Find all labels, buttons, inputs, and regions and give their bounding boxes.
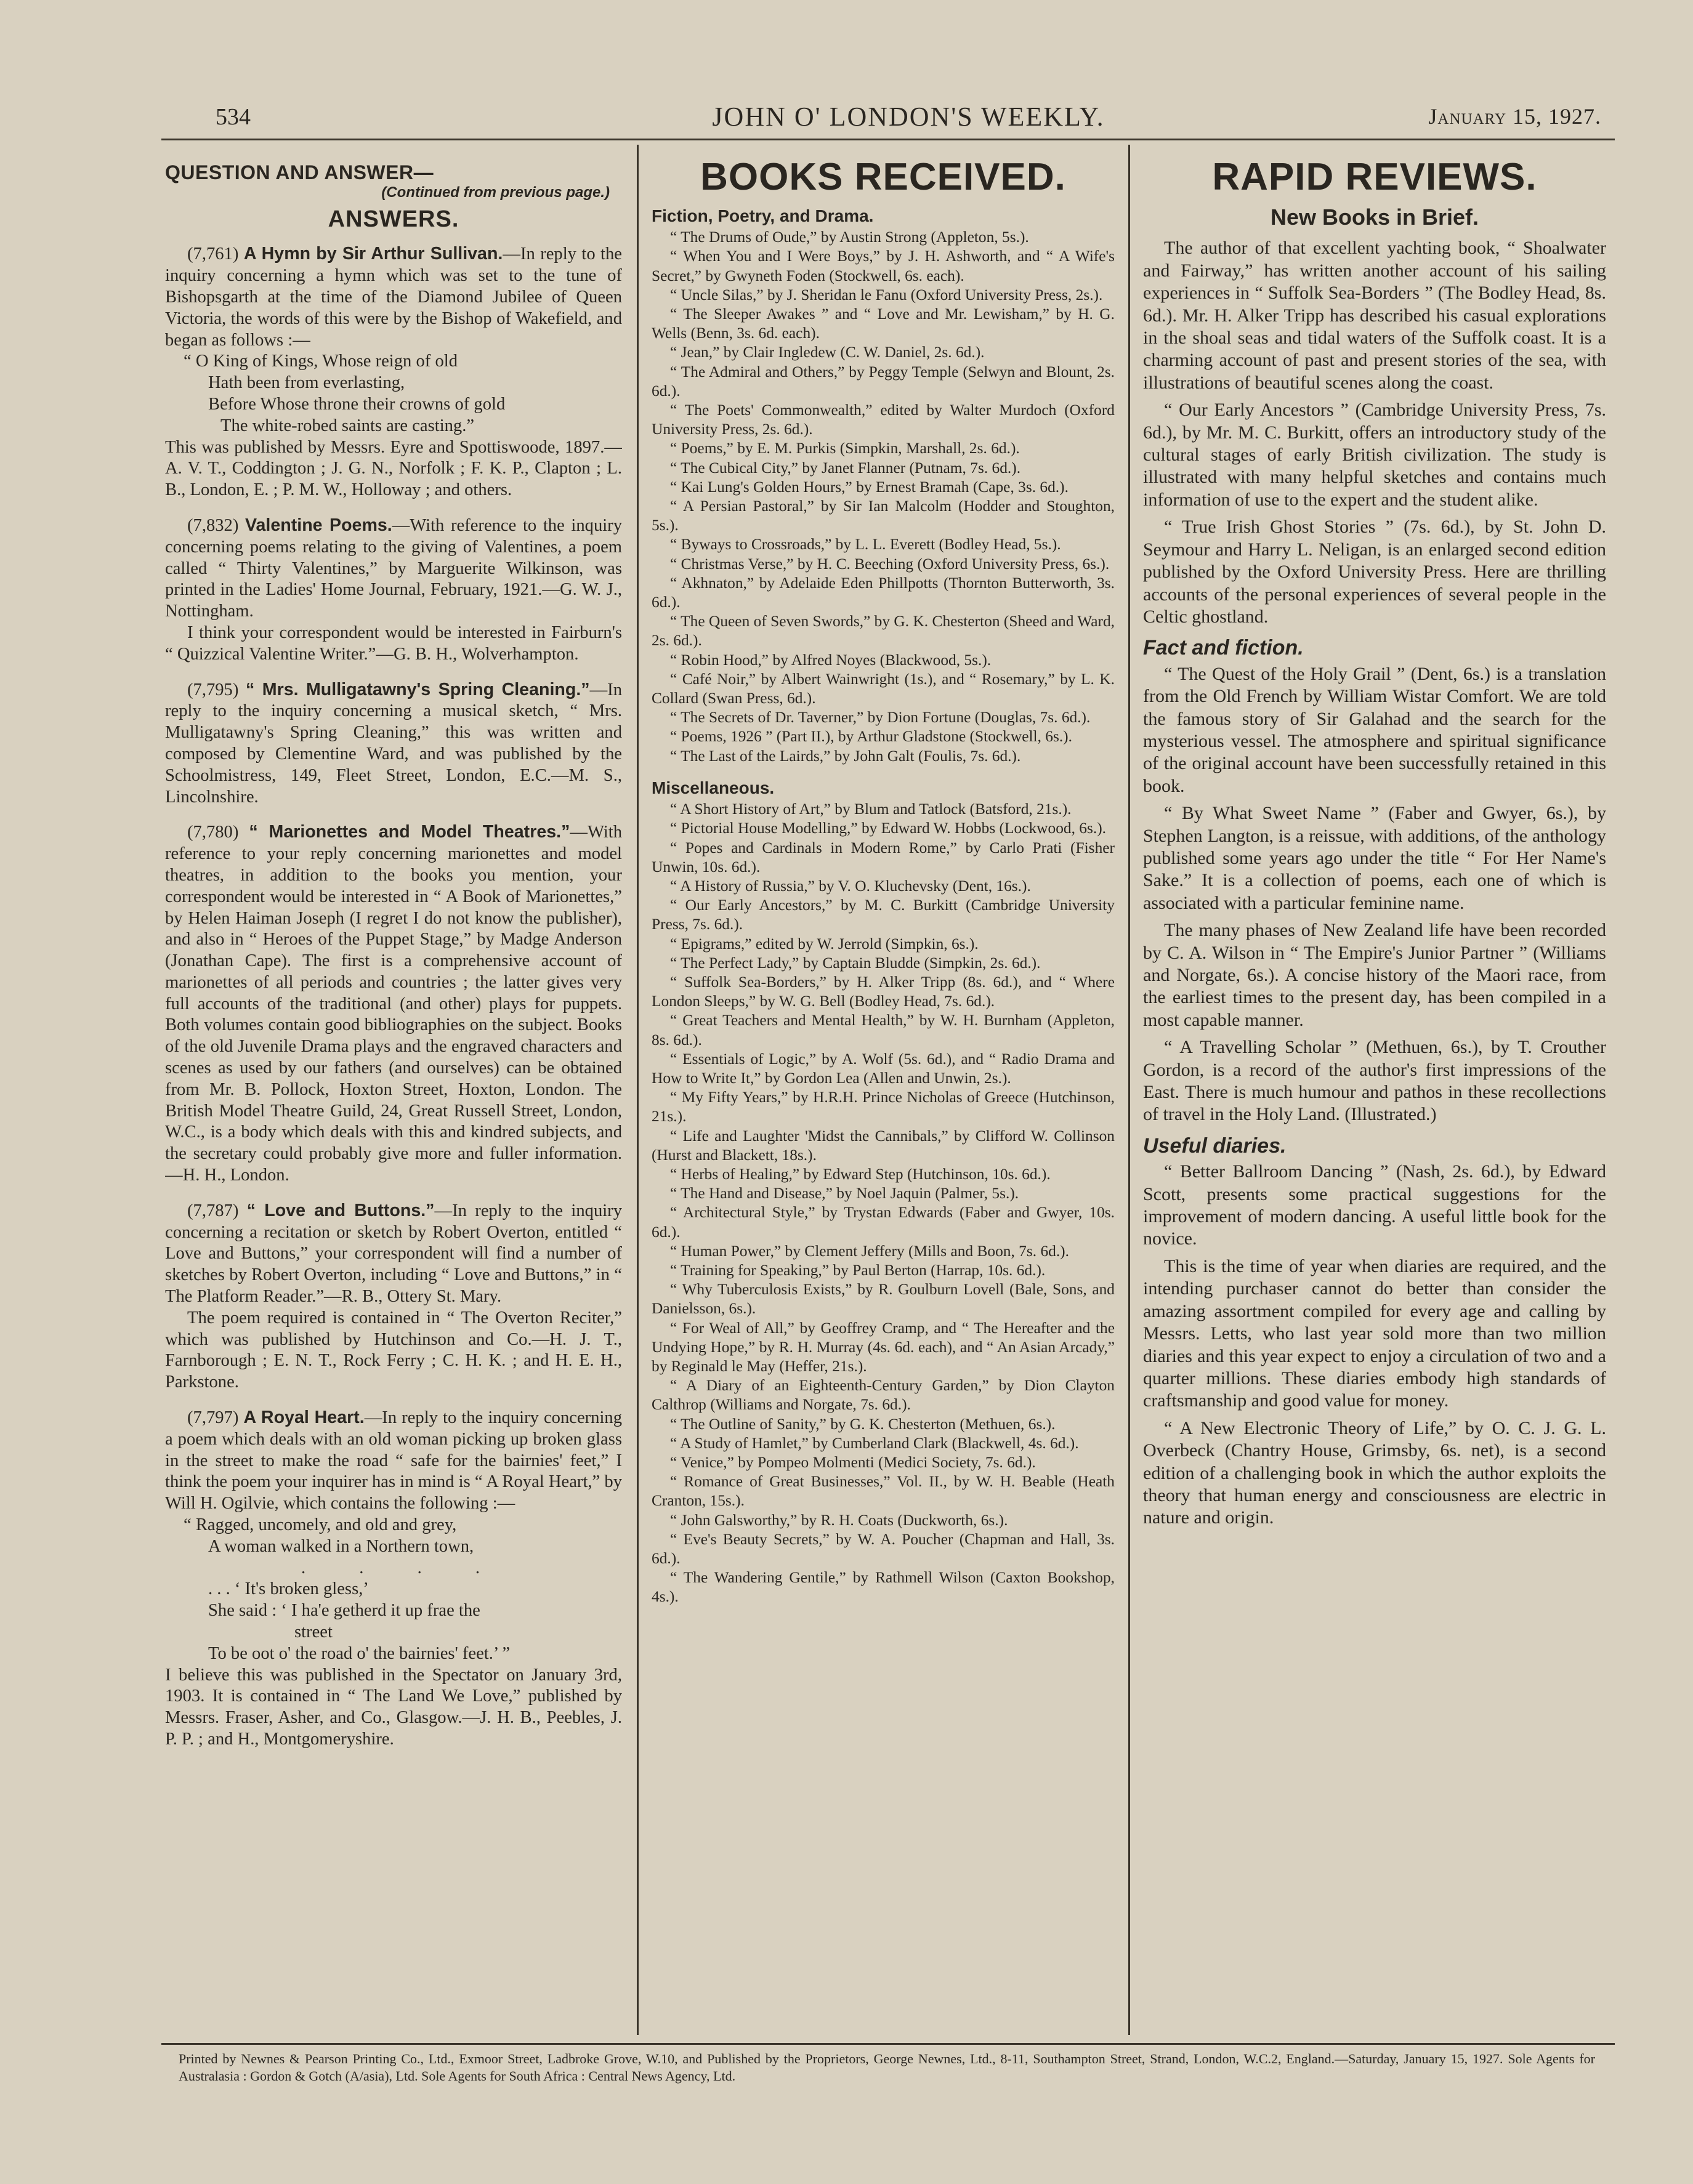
book-entry: “ Robin Hood,” by Alfred Noyes (Blackwood, 5s.). <box>670 651 992 669</box>
book-entry: “ Training for Speaking,” by Paul Berton (Harrap, 10s. 6d.). <box>670 1261 1046 1279</box>
diaries-paragraphs <box>1143 1161 1606 1529</box>
book-entry: “ Eve's Beauty Secrets,” by W. A. Poucher (Chapman and Hall, 3s. 6d.). <box>652 1530 1115 1568</box>
column-divider-1 <box>637 145 639 2035</box>
book-entry: “ Herbs of Healing,” by Edward Step (Hutchinson, 10s. 6d.). <box>670 1165 1051 1183</box>
book-entry: “ The Outline of Sanity,” by G. K. Chesterton (Methuen, 6s.). <box>670 1415 1056 1433</box>
book-entry: “ Byways to Crossroads,” by L. L. Everett (Bodley Head, 5s.). <box>670 536 1061 554</box>
verse-line: She said : ‘ I ha'e getherd it up frae the <box>208 1601 480 1621</box>
book-entry: “ Epigrams,” edited by W. Jerrold (Simpkin, 6s.). <box>670 935 979 953</box>
printer-imprint: Printed by Newnes & Pearson Printing Co., Ltd., Exmoor Street, Ladbroke Grove, W.10, and Published by the Proprietors, George Newnes, Ltd., 8-11, Southampton Street, Strand, London, W.C.2, England.—Saturday, January 15, 1927. Sole Agents for Australasia : Gordon & Gotch (A/asia), Ltd. Sole Agents for South Africa : Central News Agency, Ltd. <box>179 2051 1595 2084</box>
item-text: —In reply to the inquiry concerning a poem which deals with an old woman picking up broken glass in the street to make the road “ safe for the bairnies' feet,” I think the poem your inquirer has in mind is “ A Royal Heart,” by Will H. Ogilvie, which contains the following :— <box>165 1408 622 1513</box>
book-entry: “ Our Early Ancestors,” by M. C. Burkitt (Cambridge University Press, 7s. 6d.). <box>652 897 1115 933</box>
book-entry: “ Popes and Cardinals in Modern Rome,” by Carlo Prati (Fisher Unwin, 10s. 6d.). <box>652 839 1115 876</box>
item-title: “ Love and Buttons.” <box>246 1200 435 1220</box>
item-text: —In reply to the inquiry concerning a recitation or sketch by Robert Overton, entitled “ Love and Buttons,” your correspondent will find a number of sketches by Robert Overton, including “ Love and Buttons,” in “ The Platform Reader.”—R. B., Ottery St. Mary. <box>165 1201 622 1307</box>
book-entry: “ Great Teachers and Mental Health,” by W. H. Burnham (Appleton, 8s. 6d.). <box>652 1012 1115 1049</box>
book-entry: “ The Admiral and Others,” by Peggy Temple (Selwyn and Blount, 2s. 6d.). <box>652 363 1115 400</box>
masthead: JOHN O' LONDON'S WEEKLY. <box>712 102 1105 132</box>
item-number: (7,797) <box>187 1408 239 1428</box>
answer-item <box>165 1407 622 1515</box>
book-entry: “ My Fifty Years,” by H.R.H. Prince Nicholas of Greece (Hutchinson, 21s.). <box>652 1089 1115 1126</box>
misc-heading: Miscellaneous. <box>652 778 775 797</box>
item-text: —In reply to the inquiry concerning a hymn which was set to the tune of Bishopsgarth at the time of the Diamond Jubilee of Queen Victoria, the words of this were by the Bishop of Wakefield, and began as follows :— <box>165 244 622 350</box>
footer-rule <box>161 2043 1615 2045</box>
book-entry: “ The Poets' Commonwealth,” edited by Walter Murdoch (Oxford University Press, 2s. 6d.). <box>652 401 1115 438</box>
issue-date: January 15, 1927. <box>1428 104 1601 129</box>
answer-item <box>165 821 622 1187</box>
item-text: —With reference to your reply concerning marionettes and model theatres, in addition to the books you mention, your correspondent would be interested in “ A Book of Marionettes,” by Helen Haiman Joseph (I regret I do not know the publisher), and also in “ Heroes of the Puppet Stage,” by Madge Anderson (Jonathan Cape). The first is a comprehensive account of marionettes of all periods and countries ; the latter gives very full accounts of the traditional (and other) plays for puppets. Both volumes contain good bibliographies on the subject. Books of the old Juvenile Drama plays and the engraved characters and scenes as used by our fathers (and ourselves) can be obtained from Mr. B. Pollock, Hoxton Street, Hoxton, London. The British Model Theatre Guild, 24, Great Russell Street, London, W.C., is a body which deals with this and kindred subjects, and the secretary could probably give more and fuller information.—H. H., London. <box>165 823 622 1185</box>
verse-line: Before Whose throne their crowns of gold <box>208 394 506 414</box>
review-paragraph: The author of that excellent yachting book, “ Shoalwater and Fairway,” has written another account of his sailing experiences in “ Suffolk Sea-Borders ” (The Bodley Head, 8s. 6d.). Mr. H. Alker Tripp has described his casual explorations in the shoal seas and tidal waters of the Suffolk coast. It is a charming account of past and present stories of the sea, with illustrations of beautiful scenes along the coast. <box>1143 238 1606 393</box>
ellipsis-dots: . . . . <box>301 1558 505 1578</box>
review-paragraph: “ Our Early Ancestors ” (Cambridge University Press, 7s. 6d.), by Mr. M. C. Burkitt, offers an introductory study of the cultural stages of early British civilization. The study is illustrated with many helpful sketches and contains much information of use to the expert and the student alike. <box>1143 400 1606 510</box>
book-entry: “ A Diary of an Eighteenth-Century Garden,” by Dion Clayton Calthrop (Williams and Norgate, 7s. 6d.). <box>652 1377 1115 1414</box>
item-title: A Hymn by Sir Arthur Sullivan. <box>243 244 503 264</box>
book-entry: “ Pictorial House Modelling,” by Edward W. Hobbs (Lockwood, 6s.). <box>670 820 1107 837</box>
reviews-subheading: New Books in Brief. <box>1270 204 1479 230</box>
column-divider-2 <box>1128 145 1130 2035</box>
verse-line: A woman walked in a Northern town, <box>208 1536 474 1556</box>
book-entry: “ Life and Laughter 'Midst the Cannibals,” by Clifford W. Collinson (Hurst and Blackett, 18s.). <box>652 1127 1115 1164</box>
item-number: (7,780) <box>187 823 239 842</box>
book-entry: “ The Queen of Seven Swords,” by G. K. Chesterton (Sheed and Ward, 2s. 6d.). <box>652 613 1115 650</box>
answers-heading: ANSWERS. <box>328 206 459 232</box>
review-paragraph: “ By What Sweet Name ” (Faber and Gwyer, 6s.), by Stephen Langton, is a reissue, with additions, of the anthology published some years ago under the title “ For Her Name's Sake.” It is a collection of poems, each one of which is associated with a particular feminine name. <box>1143 803 1606 913</box>
verse-line: The white-robed saints are casting.” <box>220 416 475 435</box>
review-paragraph: “ A New Electronic Theory of Life,” by O. C. J. G. L. Overbeck (Chantry House, Grimsby, 6s. net), is a second edition of a challenging book in which the author exploits the theory that human energy and consciousness are electric in nature and origin. <box>1143 1417 1606 1528</box>
book-entry: “ A Persian Pastoral,” by Sir Ian Malcolm (Hodder and Stoughton, 5s.). <box>652 498 1115 534</box>
book-entry: “ When You and I Were Boys,” by J. H. Ashworth, and “ A Wife's Secret,” by Gwyneth Foden (Stockwell, 6s. each). <box>652 248 1115 284</box>
review-paragraph: “ True Irish Ghost Stories ” (7s. 6d.), by St. John D. Seymour and Harry L. Neligan, is an enlarged second edition published by the Oxford University Press. Here are thrilling accounts of the personal experiences of several people in the Celtic ghostland. <box>1143 517 1606 627</box>
item-number: (7,761) <box>187 244 239 264</box>
qa-continued-note: (Continued from previous page.) <box>381 183 610 201</box>
answer-item <box>165 679 622 808</box>
book-entry: “ Uncle Silas,” by J. Sheridan le Fanu (Oxford University Press, 2s.). <box>670 286 1103 304</box>
book-entry: “ Akhnaton,” by Adelaide Eden Phillpotts (Thornton Butterworth, 3s. 6d.). <box>652 574 1115 611</box>
item-text: This was published by Messrs. Eyre and Spottiswoode, 1897.—A. V. T., Coddington ; J. G. N., Norfolk ; F. K. P., Clapton ; L. B., London, E. ; P. M. W., Holloway ; and others. <box>165 437 622 500</box>
verse <box>165 1515 622 1665</box>
item-text: I believe this was published in the Spectator on January 3rd, 1903. It is contained in “ The Land We Love,” published by Messrs. Fraser, Asher, and Co., Glasgow.—J. H. B., Peebles, J. P. P. ; and H., Montgomeryshire. <box>165 1665 622 1749</box>
book-entry: “ A Short History of Art,” by Blum and Tatlock (Batsford, 21s.). <box>670 800 1072 818</box>
book-entry: “ The Last of the Lairds,” by John Galt (Foulis, 7s. 6d.). <box>670 747 1021 765</box>
book-entry: “ The Secrets of Dr. Taverner,” by Dion Fortune (Douglas, 7s. 6d.). <box>670 709 1091 727</box>
intro-paragraphs <box>1143 237 1606 628</box>
answer-item <box>165 1200 622 1308</box>
book-entry: “ Christmas Verse,” by H. C. Beeching (Oxford University Press, 6s.). <box>670 555 1110 573</box>
verse-line: street <box>294 1622 333 1642</box>
book-entry: “ Jean,” by Clair Ingledew (C. W. Daniel, 2s. 6d.). <box>670 344 985 361</box>
page-header <box>209 99 1607 135</box>
book-entry: “ Architectural Style,” by Trystan Edwards (Faber and Gwyer, 10s. 6d.). <box>652 1204 1115 1241</box>
item-title: A Royal Heart. <box>243 1408 365 1428</box>
page-number: 534 <box>216 104 251 130</box>
book-entry: “ A History of Russia,” by V. O. Kluchevsky (Dent, 16s.). <box>670 877 1031 895</box>
qa-heading: QUESTION AND ANSWER— <box>165 161 434 183</box>
review-paragraph: This is the time of year when diaries are required, and the intending purchaser cannot do better than consider the amazing assortment compiled for every age and calling by Messrs. Letts, who last year sold more than two million diaries and this year expect to enjoy a circulation of two and a quarter millions. These diaries embody high standards of craftsmanship and good value for money. <box>1143 1255 1606 1411</box>
misc-list <box>652 800 1115 1607</box>
reviews-heading: RAPID REVIEWS. <box>1212 156 1537 198</box>
verse-line: “ Ragged, uncomely, and old and grey, <box>184 1515 457 1535</box>
book-entry: “ Venice,” by Pompeo Molmenti (Medici Society, 7s. 6d.). <box>670 1454 1036 1471</box>
book-entry: “ Essentials of Logic,” by A. Wolf (5s. 6d.), and “ Radio Drama and How to Write It,” by Gordon Lea (Allen and Unwin, 2s.). <box>652 1050 1115 1087</box>
book-entry: “ Romance of Great Businesses,” Vol. II., by W. H. Beable (Heath Cranton, 15s.). <box>652 1473 1115 1510</box>
fiction-list <box>652 228 1115 766</box>
qa-column <box>165 151 622 2035</box>
item-title: “ Mrs. Mulligatawny's Spring Cleaning.” <box>246 679 590 699</box>
review-paragraph: “ Better Ballroom Dancing ” (Nash, 2s. 6d.), by Edward Scott, presents some practical suggestions for the improvement of modern dancing. A useful little book for the novice. <box>1143 1161 1606 1249</box>
answer-item <box>165 243 622 351</box>
book-entry: “ For Weal of All,” by Geoffrey Cramp, and “ The Hereafter and the Undying Hope,” by R. H. Murray (4s. 6d. each), and “ An Asian Arcady,” by Reginald le May (Heffer, 21s.). <box>652 1319 1115 1375</box>
book-entry: “ The Wandering Gentile,” by Rathmell Wilson (Caxton Bookshop, 4s.). <box>652 1569 1115 1606</box>
reviews-column <box>1143 151 1606 2035</box>
books-column <box>652 151 1115 2035</box>
verse-line: To be oot o' the road o' the bairnies' feet.’ ” <box>208 1643 511 1663</box>
book-entry: “ Human Power,” by Clement Jeffery (Mills and Boon, 7s. 6d.). <box>670 1242 1069 1260</box>
book-entry: “ Kai Lung's Golden Hours,” by Ernest Bramah (Cape, 3s. 6d.). <box>670 478 1069 496</box>
book-entry: “ The Sleeper Awakes ” and “ Love and Mr. Lewisham,” by H. G. Wells (Benn, 3s. 6d. each). <box>652 305 1115 342</box>
verse-line: Hath been from everlasting, <box>208 373 405 393</box>
fact-paragraphs <box>1143 663 1606 1126</box>
book-entry: “ Café Noir,” by Albert Wainwright (1s.), and “ Rosemary,” by L. K. Collard (Swan Press, 6d.). <box>652 670 1115 707</box>
verse-line: “ O King of Kings, Whose reign of old <box>184 352 458 371</box>
book-entry: “ Why Tuberculosis Exists,” by R. Goulburn Lovell (Bale, Sons, and Danielsson, 6s.). <box>652 1281 1115 1318</box>
book-entry: “ The Drums of Oude,” by Austin Strong (Appleton, 5s.). <box>670 228 1029 246</box>
fiction-heading: Fiction, Poetry, and Drama. <box>652 206 874 225</box>
verse-line: . . . ‘ It's broken gless,’ <box>208 1579 369 1599</box>
book-entry: “ The Cubical City,” by Janet Flanner (Putnam, 7s. 6d.). <box>670 459 1021 477</box>
item-text: —With reference to the inquiry concerning poems relating to the giving of Valentines, a poem called “ Thirty Valentines,” by Marguerite Wilkinson, was printed in the Ladies' Home Journal, February, 1921.—G. W. J., Nottingham. <box>165 515 622 621</box>
review-paragraph: “ The Quest of the Holy Grail ” (Dent, 6s.) is a translation from the Old French by William Wistar Comfort. We are told the famous story of Sir Galahad and the search for the mysterious vessel. The atmosphere and spiritual significance of the original account have been successfully retained in this book. <box>1143 663 1606 796</box>
item-number: (7,832) <box>187 515 239 535</box>
answer-item <box>165 515 622 623</box>
book-entry: “ Poems,” by E. M. Purkis (Simpkin, Marshall, 2s. 6d.). <box>670 440 1020 457</box>
item-number: (7,795) <box>187 680 239 699</box>
fact-heading: Fact and fiction. <box>1143 636 1304 660</box>
book-entry: “ Suffolk Sea-Borders,” by H. Alker Tripp (8s. 6d.), and “ Where London Sleeps,” by W. G. Bell (Bodley Head, 7s. 6d.). <box>652 973 1115 1010</box>
item-text: I think your correspondent would be interested in Fairburn's “ Quizzical Valentine Writer.”—G. B. H., Wolverhampton. <box>165 623 622 664</box>
item-title: Valentine Poems. <box>245 515 392 535</box>
book-entry: “ The Hand and Disease,” by Noel Jaquin (Palmer, 5s.). <box>670 1185 1019 1203</box>
item-number: (7,787) <box>187 1201 239 1220</box>
diaries-heading: Useful diaries. <box>1143 1134 1287 1158</box>
books-heading: BOOKS RECEIVED. <box>700 156 1066 198</box>
book-entry: “ A Study of Hamlet,” by Cumberland Clark (Blackwell, 4s. 6d.). <box>670 1434 1079 1452</box>
header-rule <box>161 139 1615 140</box>
book-entry: “ John Galsworthy,” by R. H. Coats (Duckworth, 6s.). <box>670 1511 1008 1529</box>
review-paragraph: The many phases of New Zealand life have been recorded by C. A. Wilson in “ The Empire's Junior Partner ” (Williams and Norgate, 6s.). A concise history of the Maori race, from the earliest times to the present day, has been compiled in a most capable manner. <box>1143 920 1606 1030</box>
item-title: “ Marionettes and Model Theatres.” <box>249 822 570 842</box>
item-text: —In reply to the inquiry concerning a musical sketch, “ Mrs. Mulligatawny's Spring Cleaning,” this was written and composed by Clementine Ward, and was published by the Schoolmistress, 149, Fleet Street, London, E.C.—M. S., Lincolnshire. <box>165 680 622 807</box>
book-entry: “ The Perfect Lady,” by Captain Bludde (Simpkin, 2s. 6d.). <box>670 954 1041 972</box>
verse <box>165 351 622 437</box>
item-text: The poem required is contained in “ The Overton Reciter,” which was published by Hutchinson and Co.—H. J. T., Farnborough ; E. N. T., Rock Ferry ; C. H. K. ; and H. E. H., Parkstone. <box>165 1308 622 1392</box>
book-entry: “ Poems, 1926 ” (Part II.), by Arthur Gladstone (Stockwell, 6s.). <box>670 728 1072 746</box>
review-paragraph: “ A Travelling Scholar ” (Methuen, 6s.), by T. Crouther Gordon, is a record of the author's first impressions of the East. There is much humour and pathos in these recollections of travel in the Holy Land. (Illustrated.) <box>1143 1037 1606 1125</box>
